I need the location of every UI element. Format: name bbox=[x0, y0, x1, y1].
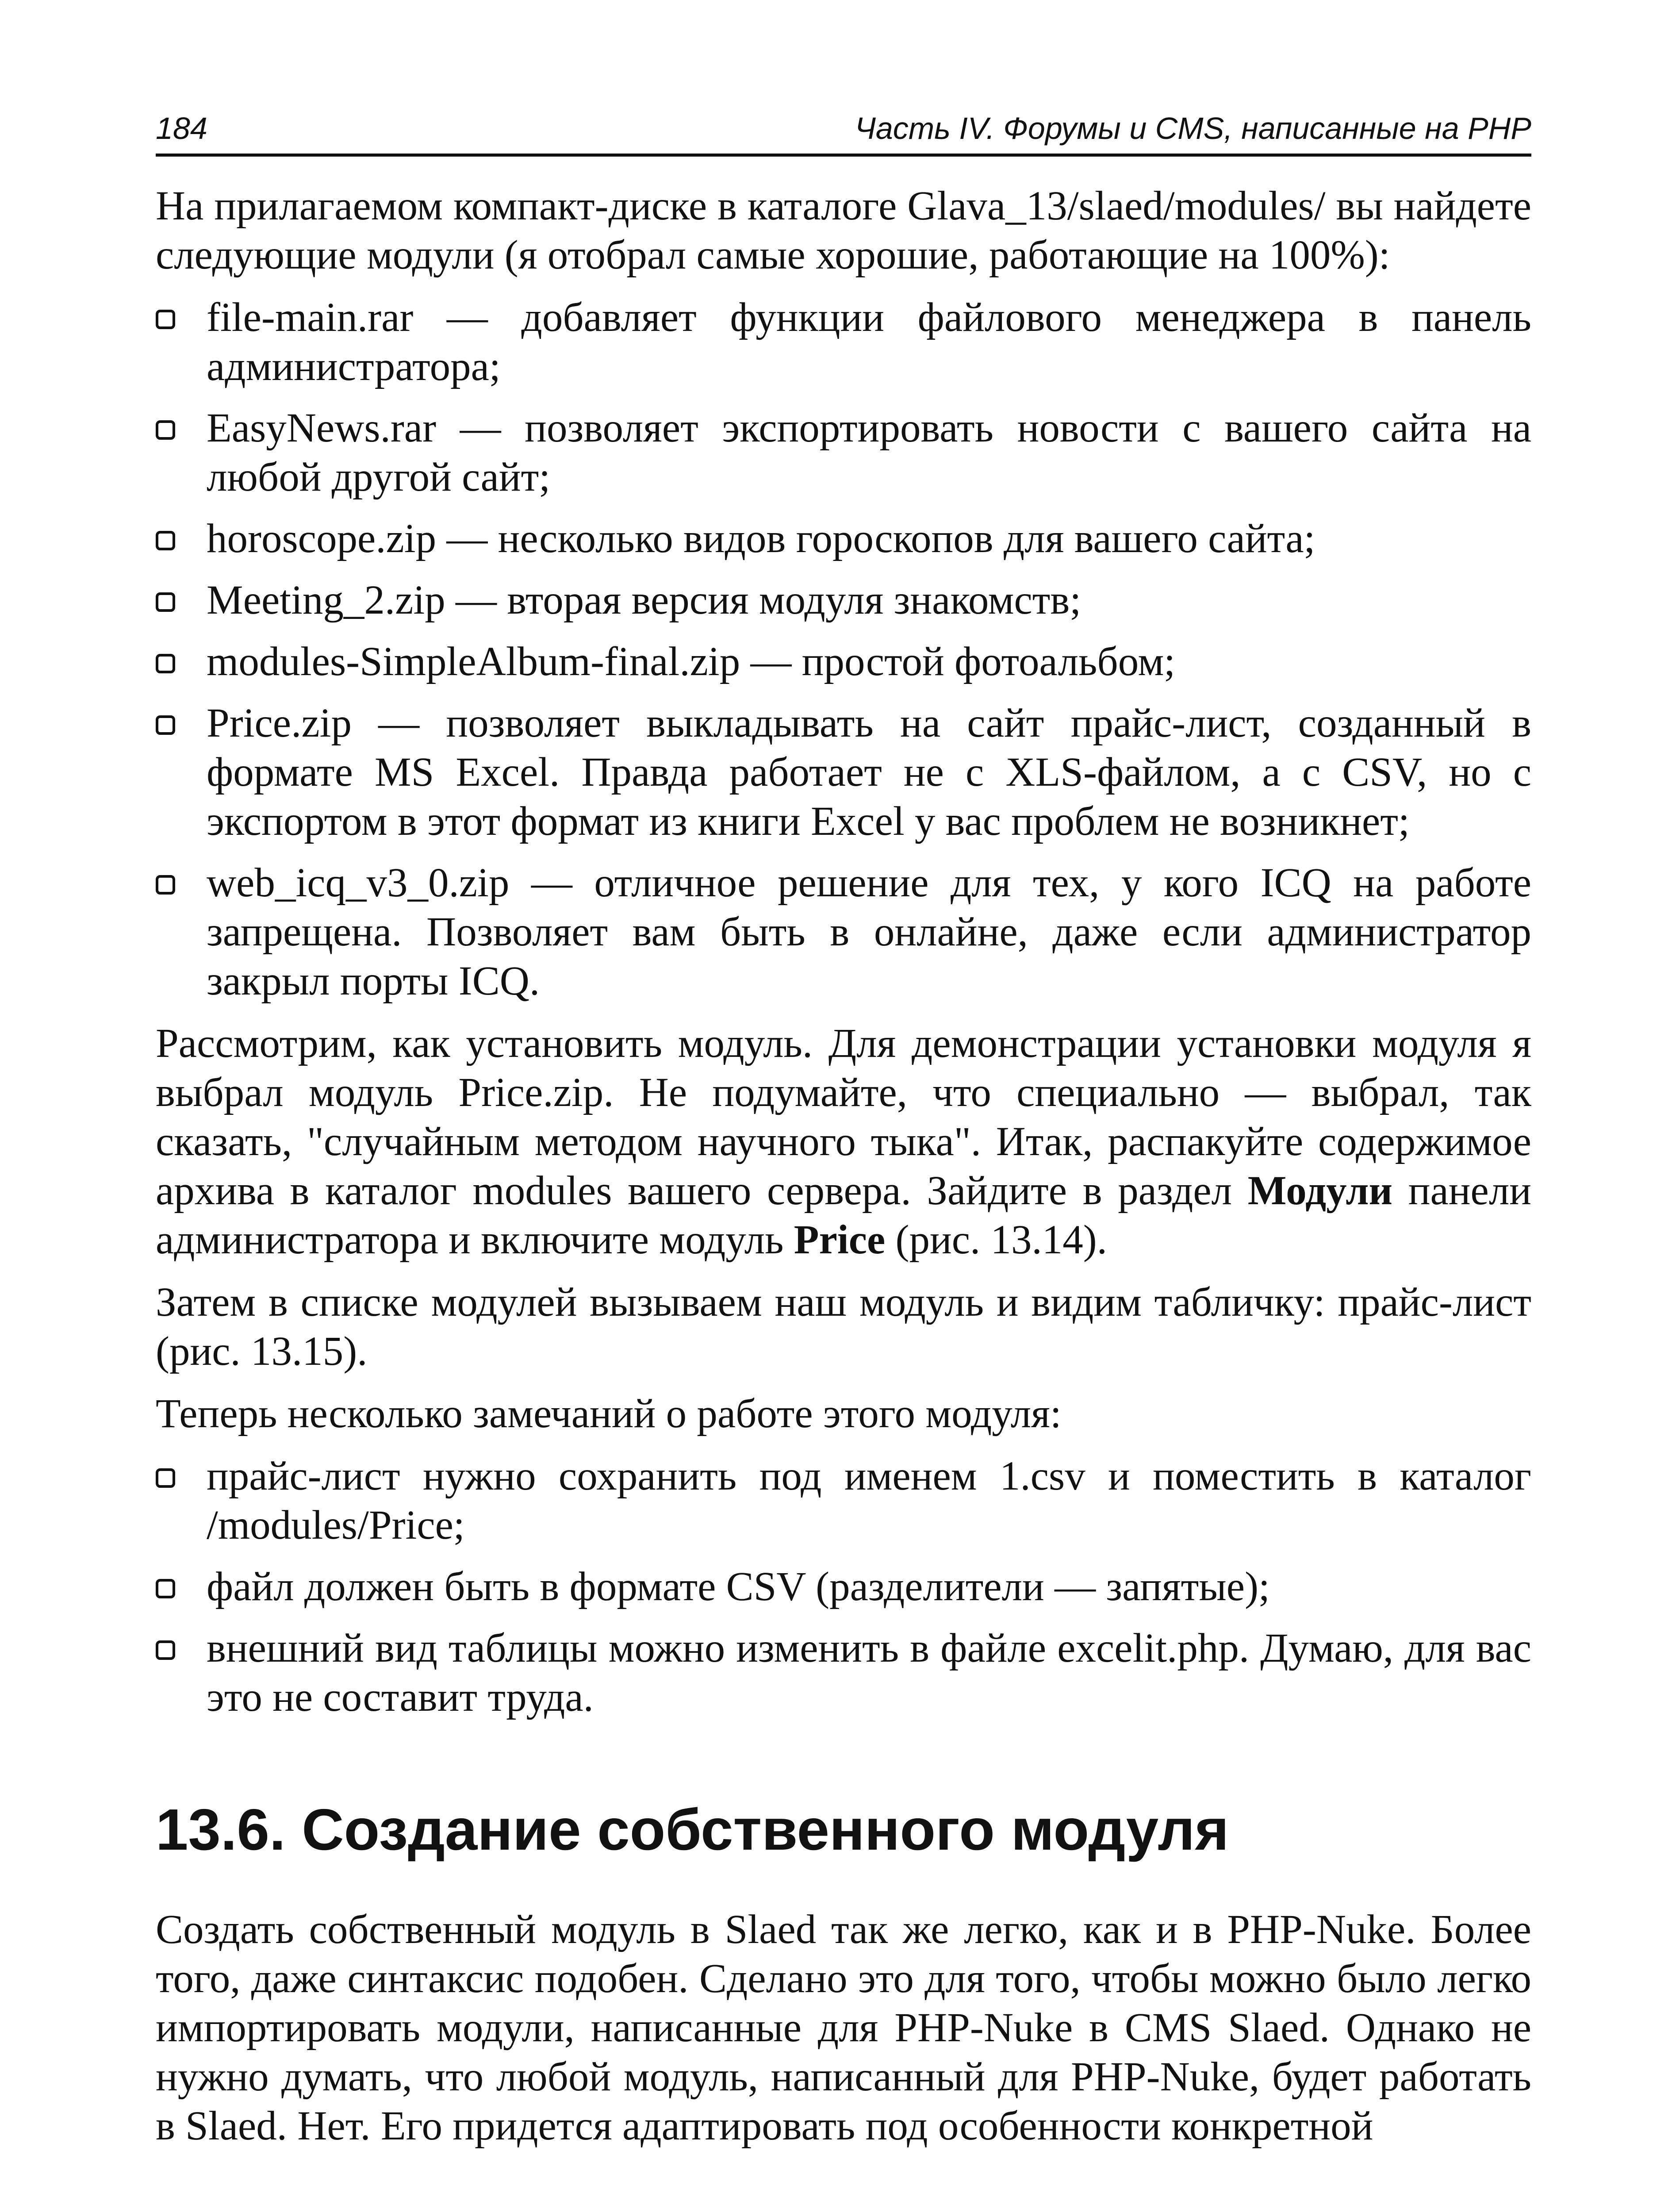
checkbox-bullet-icon bbox=[156, 715, 175, 735]
checkbox-bullet-icon bbox=[156, 1640, 175, 1660]
checkbox-bullet-icon bbox=[156, 654, 175, 673]
list-item bbox=[156, 576, 1531, 625]
page-number: 184 bbox=[156, 111, 207, 146]
list-item bbox=[156, 1624, 1531, 1722]
checkbox-bullet-icon bbox=[156, 531, 175, 550]
list-item-text: внешний вид таблицы можно изменить в файле excelit.php. Думаю, для вас это не составит труда. bbox=[207, 1625, 1531, 1720]
checkbox-bullet-icon bbox=[156, 420, 175, 440]
list-item-text: файл должен быть в формате CSV (разделители — запятые); bbox=[207, 1564, 1270, 1609]
section-paragraph: Создать собственный модуль в Slaed так же легко, как и в PHP-Nuke. Более того, даже синтаксис подобен. Сделано это для того, чтобы можно было легко импортировать модули, написанные для PHP-Nuke в CMS Slaed. Однако не нужно думать, что любой модуль, написанный для PHP-Nuke, будет работать в Slaed. Нет. Его придется адаптировать под особенности конкретной bbox=[156, 1907, 1531, 2149]
list-item-text: Price.zip — позволяет выкладывать на сайт прайс-лист, созданный в формате MS Excel. Правда работает не с XLS-файлом, а с CSV, но с экспортом в этот формат из книги Excel у вас проблем не возникнет; bbox=[207, 700, 1531, 844]
list-item bbox=[156, 637, 1531, 686]
install-text-1: Рассмотрим, как установить модуль. Для демонстрации установки модуля я выбрал модуль Price.zip. Не подумайте, что специально — выбрал, так сказать, "случайным методом научного тыка". Итак, распакуйте содержимое архива в каталог modules вашего сервера. Зайдите в раздел bbox=[156, 1021, 1531, 1214]
list-item-text: EasyNews.rar — позволяет экспортировать новости с вашего сайта на любой другой сайт; bbox=[207, 405, 1531, 500]
intro-paragraph: На прилагаемом компакт-диске в каталоге Glava_13/slaed/modules/ вы найдете следующие модули (я отобрал самые хорошие, работающие на 100%): bbox=[156, 183, 1531, 278]
section-heading: 13.6. Создание собственного модуля bbox=[156, 1797, 1229, 1862]
install-text-2: панели администратора и включите модуль bbox=[156, 1168, 1531, 1263]
install-bold-price: Price bbox=[794, 1217, 886, 1263]
checkbox-bullet-icon bbox=[156, 1579, 175, 1598]
page-body bbox=[156, 181, 1531, 2151]
list-item bbox=[156, 699, 1531, 846]
list-item bbox=[156, 1562, 1531, 1611]
install-text-3: (рис. 13.14). bbox=[885, 1217, 1108, 1263]
checkbox-bullet-icon bbox=[156, 592, 175, 612]
modules-list bbox=[156, 293, 1531, 1006]
checkbox-bullet-icon bbox=[156, 1468, 175, 1488]
list-item-text: modules-SimpleAlbum-final.zip — простой фотоальбом; bbox=[207, 639, 1176, 684]
checkbox-bullet-icon bbox=[156, 310, 175, 329]
list-item-text: Meeting_2.zip — вторая версия модуля знакомств; bbox=[207, 577, 1081, 623]
list-item bbox=[156, 403, 1531, 502]
install-paragraph bbox=[156, 1019, 1531, 1264]
list-item bbox=[156, 514, 1531, 563]
notes-intro: Теперь несколько замечаний о работе этого модуля: bbox=[156, 1391, 1062, 1436]
page-header bbox=[156, 113, 1531, 157]
list-item bbox=[156, 858, 1531, 1006]
list-item bbox=[156, 1452, 1531, 1550]
list-item-text: web_icq_v3_0.zip — отличное решение для тех, у кого ICQ на работе запрещена. Позволяет вам быть в онлайне, даже если администратор закрыл порты ICQ. bbox=[207, 860, 1531, 1004]
running-title: Часть IV. Форумы и CMS, написанные на PHP bbox=[855, 111, 1531, 146]
list-paragraph: Затем в списке модулей вызываем наш модуль и видим табличку: прайс-лист (рис. 13.15). bbox=[156, 1279, 1531, 1374]
list-item bbox=[156, 293, 1531, 391]
checkbox-bullet-icon bbox=[156, 875, 175, 895]
book-page bbox=[156, 113, 1531, 2164]
list-item-text: file-main.rar — добавляет функции файлового менеджера в панель администратора; bbox=[207, 295, 1531, 389]
notes-list bbox=[156, 1452, 1531, 1722]
install-bold-modules: Модули bbox=[1247, 1168, 1393, 1214]
list-item-text: horoscope.zip — несколько видов гороскопов для вашего сайта; bbox=[207, 516, 1315, 561]
list-item-text: прайс-лист нужно сохранить под именем 1.csv и поместить в каталог /modules/Price; bbox=[207, 1453, 1531, 1548]
